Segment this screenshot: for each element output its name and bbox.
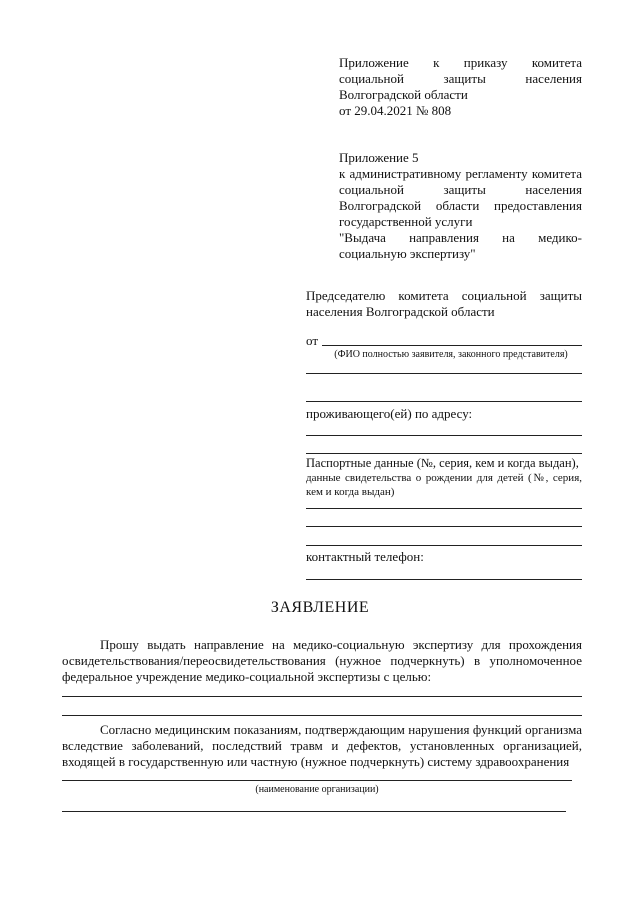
appendix5-line-6: "Выдача направления на медико- [339, 230, 582, 245]
appendix-order-line-3: Волгоградской области [339, 87, 468, 102]
appendix5-line-5: государственной услуги [339, 214, 473, 229]
passport-field-line-1[interactable] [306, 508, 582, 509]
passport-title: Паспортные данные (№, серия, кем и когда выдан), [306, 456, 579, 470]
address-label: проживающего(ей) по адресу: [306, 406, 473, 421]
passport-block [306, 455, 582, 499]
organization-hint: (наименование организации) [255, 784, 379, 795]
medical-paragraph [62, 722, 582, 770]
addressee-line-1: Председателю комитета социальной защиты [306, 288, 582, 303]
appendix5-line-4: Волгоградской области предоставления [339, 198, 582, 213]
fio-field-line[interactable] [322, 345, 582, 346]
fio-extra-line-2[interactable] [306, 401, 582, 402]
passport-field-line-2[interactable] [306, 526, 582, 527]
document-title: ЗАЯВЛЕНИЕ [270, 599, 370, 616]
appendix5-line-7: социальную экспертизу" [339, 246, 476, 261]
from-label: от [306, 333, 319, 348]
phone-field-line[interactable] [306, 579, 582, 580]
purpose-field-line-2[interactable] [62, 715, 582, 716]
request-line-2: освидетельствования/переосвидетельствования (нужное подчеркнуть) в уполномоченное [62, 653, 582, 668]
fio-extra-line-1[interactable] [306, 373, 582, 374]
fio-hint: (ФИО полностью заявителя, законного представителя) [334, 349, 568, 360]
organization-field-line[interactable] [62, 780, 572, 781]
appendix5-line-1: Приложение 5 [339, 150, 419, 165]
appendix-order-line-4: от 29.04.2021 № 808 [339, 103, 452, 118]
phone-label: контактный телефон: [306, 549, 424, 564]
request-line-1: Прошу выдать направление на медико-социальную экспертизу для прохождения [100, 637, 582, 652]
passport-line-1: данные свидетельства о рождении для детей (№, серия, [306, 472, 582, 484]
appendix-order-line-1: Приложение к приказу комитета [339, 55, 582, 70]
address-line-1[interactable] [306, 435, 582, 436]
passport-line-2: кем и когда выдан) [306, 486, 395, 498]
medical-line-1: Согласно медицинским показаниям, подтверждающим нарушения функций организма [100, 722, 582, 737]
medical-line-3: входящей в государственную или частную (нужное подчеркнуть) систему здравоохранения [62, 754, 570, 769]
organization-extra-line[interactable] [62, 811, 566, 812]
address-line-2[interactable] [306, 453, 582, 454]
purpose-field-line-1[interactable] [62, 696, 582, 697]
appendix-order-line-2: социальной защиты населения [339, 71, 582, 86]
appendix5-line-3: социальной защиты населения [339, 182, 582, 197]
passport-field-line-3[interactable] [306, 545, 582, 546]
medical-line-2: вследствие заболеваний, последствий травм и дефектов, установленных организацией, [62, 738, 582, 753]
appendix-order-block [339, 55, 582, 119]
addressee-line-2: населения Волгоградской области [306, 304, 495, 319]
appendix5-block [339, 150, 582, 262]
request-paragraph [62, 637, 582, 685]
addressee-block [306, 288, 582, 320]
request-line-3: федеральное учреждение медико-социальной экспертизы с целью: [62, 669, 432, 684]
appendix5-line-2: к административному регламенту комитета [339, 166, 582, 181]
